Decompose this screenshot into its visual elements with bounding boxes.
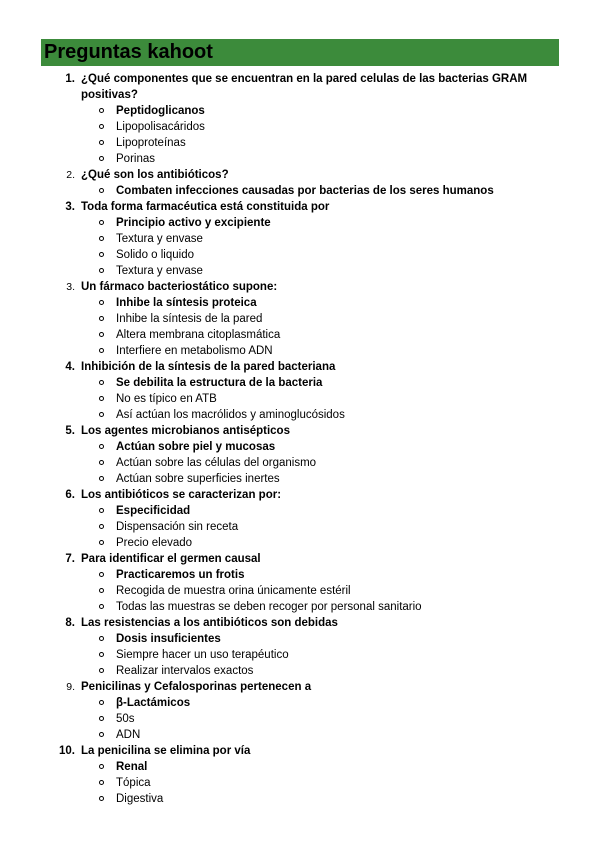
circle-bullet-icon <box>99 636 104 641</box>
answer-text: Todas las muestras se deben recoger por personal sanitario <box>116 601 422 613</box>
answer-text: Siempre hacer un uso terapéutico <box>116 649 289 661</box>
answer-correct <box>0 295 600 311</box>
answer-text: Lipopolisacáridos <box>116 121 205 133</box>
question-number: 10. <box>59 745 75 757</box>
question-item <box>0 359 561 375</box>
question-item <box>0 743 561 759</box>
answer-text: Así actúan los macrólidos y aminoglucósidos <box>116 409 345 421</box>
circle-bullet-icon <box>99 252 104 257</box>
answer-option <box>0 327 600 343</box>
answer-text: Combaten infecciones causadas por bacterias de los seres humanos <box>116 185 494 197</box>
answer-option <box>0 791 600 807</box>
answer-text: Peptidoglicanos <box>116 105 205 117</box>
answer-option <box>0 135 600 151</box>
question-text: Inhibición de la síntesis de la pared bacteriana <box>81 361 336 373</box>
answer-option <box>0 263 600 279</box>
question-item <box>0 551 561 567</box>
circle-bullet-icon <box>99 108 104 113</box>
answer-text: Inhibe la síntesis de la pared <box>116 313 263 325</box>
circle-bullet-icon <box>99 300 104 305</box>
circle-bullet-icon <box>99 604 104 609</box>
answer-text: Dosis insuficientes <box>116 633 221 645</box>
answer-text: Porinas <box>116 153 155 165</box>
answer-text: Actúan sobre las células del organismo <box>116 457 317 469</box>
question-text: Un fármaco bacteriostático supone: <box>81 281 278 293</box>
answer-text: Especificidad <box>116 505 191 517</box>
question-item <box>0 279 561 295</box>
answer-option <box>0 407 600 423</box>
question-item <box>0 71 561 103</box>
answer-option <box>0 343 600 359</box>
answer-text: Renal <box>116 761 148 773</box>
circle-bullet-icon <box>99 764 104 769</box>
answer-correct <box>0 503 600 519</box>
question-number: 5. <box>65 425 75 437</box>
answer-option <box>0 647 600 663</box>
answer-option <box>0 711 600 727</box>
answer-text: Precio elevado <box>116 537 193 549</box>
answer-correct <box>0 567 600 583</box>
circle-bullet-icon <box>99 700 104 705</box>
circle-bullet-icon <box>99 460 104 465</box>
answer-text: Actúan sobre superficies inertes <box>116 473 280 485</box>
answer-option <box>0 119 600 135</box>
answer-option <box>0 727 600 743</box>
circle-bullet-icon <box>99 140 104 145</box>
circle-bullet-icon <box>99 444 104 449</box>
circle-bullet-icon <box>99 236 104 241</box>
circle-bullet-icon <box>99 732 104 737</box>
question-text: Para identificar el germen causal <box>81 553 261 565</box>
answer-option <box>0 311 600 327</box>
answer-text: Dispensación sin receta <box>116 521 239 533</box>
circle-bullet-icon <box>99 396 104 401</box>
question-item <box>0 423 561 439</box>
question-item <box>0 167 561 183</box>
question-number: 7. <box>65 553 75 565</box>
circle-bullet-icon <box>99 780 104 785</box>
answer-option <box>0 231 600 247</box>
answer-text: Altera membrana citoplasmática <box>116 329 281 341</box>
circle-bullet-icon <box>99 124 104 129</box>
circle-bullet-icon <box>99 668 104 673</box>
answer-text: Inhibe la síntesis proteica <box>116 297 257 309</box>
circle-bullet-icon <box>99 540 104 545</box>
question-text: Penicilinas y Cefalosporinas pertenecen a <box>81 681 312 693</box>
question-number: 3. <box>66 281 75 293</box>
answer-correct <box>0 375 600 391</box>
question-item <box>0 487 561 503</box>
circle-bullet-icon <box>99 156 104 161</box>
question-text: Los agentes microbianos antisépticos <box>81 425 290 437</box>
answer-option <box>0 599 600 615</box>
circle-bullet-icon <box>99 716 104 721</box>
circle-bullet-icon <box>99 348 104 353</box>
question-item <box>0 679 561 695</box>
answer-text: Lipoproteínas <box>116 137 186 149</box>
answer-text: Actúan sobre piel y mucosas <box>116 441 276 453</box>
answer-option <box>0 775 600 791</box>
answer-option <box>0 583 600 599</box>
answer-correct <box>0 695 600 711</box>
question-text: ¿Qué componentes que se encuentran en la pared celulas de las bacterias GRAM positivas? <box>81 73 528 101</box>
question-item <box>0 199 561 215</box>
answer-text: Se debilita la estructura de la bacteria <box>116 377 323 389</box>
circle-bullet-icon <box>99 588 104 593</box>
answer-text: Textura y envase <box>116 265 203 277</box>
circle-bullet-icon <box>99 220 104 225</box>
question-text: Las resistencias a los antibióticos son debidas <box>81 617 338 629</box>
question-text: La penicilina se elimina por vía <box>81 745 251 757</box>
circle-bullet-icon <box>99 316 104 321</box>
circle-bullet-icon <box>99 476 104 481</box>
answer-text: Digestiva <box>116 793 164 805</box>
question-number: 4. <box>65 361 75 373</box>
question-item <box>0 615 561 631</box>
circle-bullet-icon <box>99 572 104 577</box>
answer-correct <box>0 103 600 119</box>
circle-bullet-icon <box>99 380 104 385</box>
circle-bullet-icon <box>99 412 104 417</box>
question-number: 2. <box>66 169 75 181</box>
circle-bullet-icon <box>99 524 104 529</box>
answer-option <box>0 151 600 167</box>
question-text: Toda forma farmacéutica está constituida por <box>81 201 330 213</box>
page-title: Preguntas kahoot <box>44 41 213 63</box>
answer-option <box>0 535 600 551</box>
circle-bullet-icon <box>99 332 104 337</box>
question-number: 9. <box>66 681 75 693</box>
circle-bullet-icon <box>99 188 104 193</box>
answer-text: Solido o liquido <box>116 249 195 261</box>
answer-text: Realizar intervalos exactos <box>116 665 254 677</box>
answer-option <box>0 471 600 487</box>
answer-text: Textura y envase <box>116 233 203 245</box>
answer-correct <box>0 631 600 647</box>
answer-text: Interfiere en metabolismo ADN <box>116 345 273 357</box>
question-number: 6. <box>65 489 75 501</box>
question-number: 8. <box>65 617 75 629</box>
circle-bullet-icon <box>99 268 104 273</box>
answer-correct <box>0 439 600 455</box>
answer-text: Principio activo y excipiente <box>116 217 271 229</box>
question-text: ¿Qué son los antibióticos? <box>81 169 229 181</box>
answer-text: β-Lactámicos <box>116 697 191 709</box>
answer-option <box>0 455 600 471</box>
answer-text: Tópica <box>116 777 151 789</box>
circle-bullet-icon <box>99 796 104 801</box>
answer-option <box>0 663 600 679</box>
answer-option <box>0 391 600 407</box>
answer-option <box>0 519 600 535</box>
answer-correct <box>0 759 600 775</box>
question-number: 1. <box>65 73 75 85</box>
answer-text: Practicaremos un frotis <box>116 569 245 581</box>
answer-correct <box>0 183 600 199</box>
circle-bullet-icon <box>99 508 104 513</box>
question-list <box>0 71 600 807</box>
answer-text: ADN <box>116 729 141 741</box>
question-text: Los antibióticos se caracterizan por: <box>81 489 282 501</box>
answer-text: 50s <box>116 713 135 725</box>
answer-correct <box>0 215 600 231</box>
answer-text: Recogida de muestra orina únicamente estéril <box>116 585 351 597</box>
title-banner <box>41 39 559 66</box>
answer-option <box>0 247 600 263</box>
question-number: 3. <box>65 201 75 213</box>
answer-text: No es típico en ATB <box>116 393 217 405</box>
circle-bullet-icon <box>99 652 104 657</box>
